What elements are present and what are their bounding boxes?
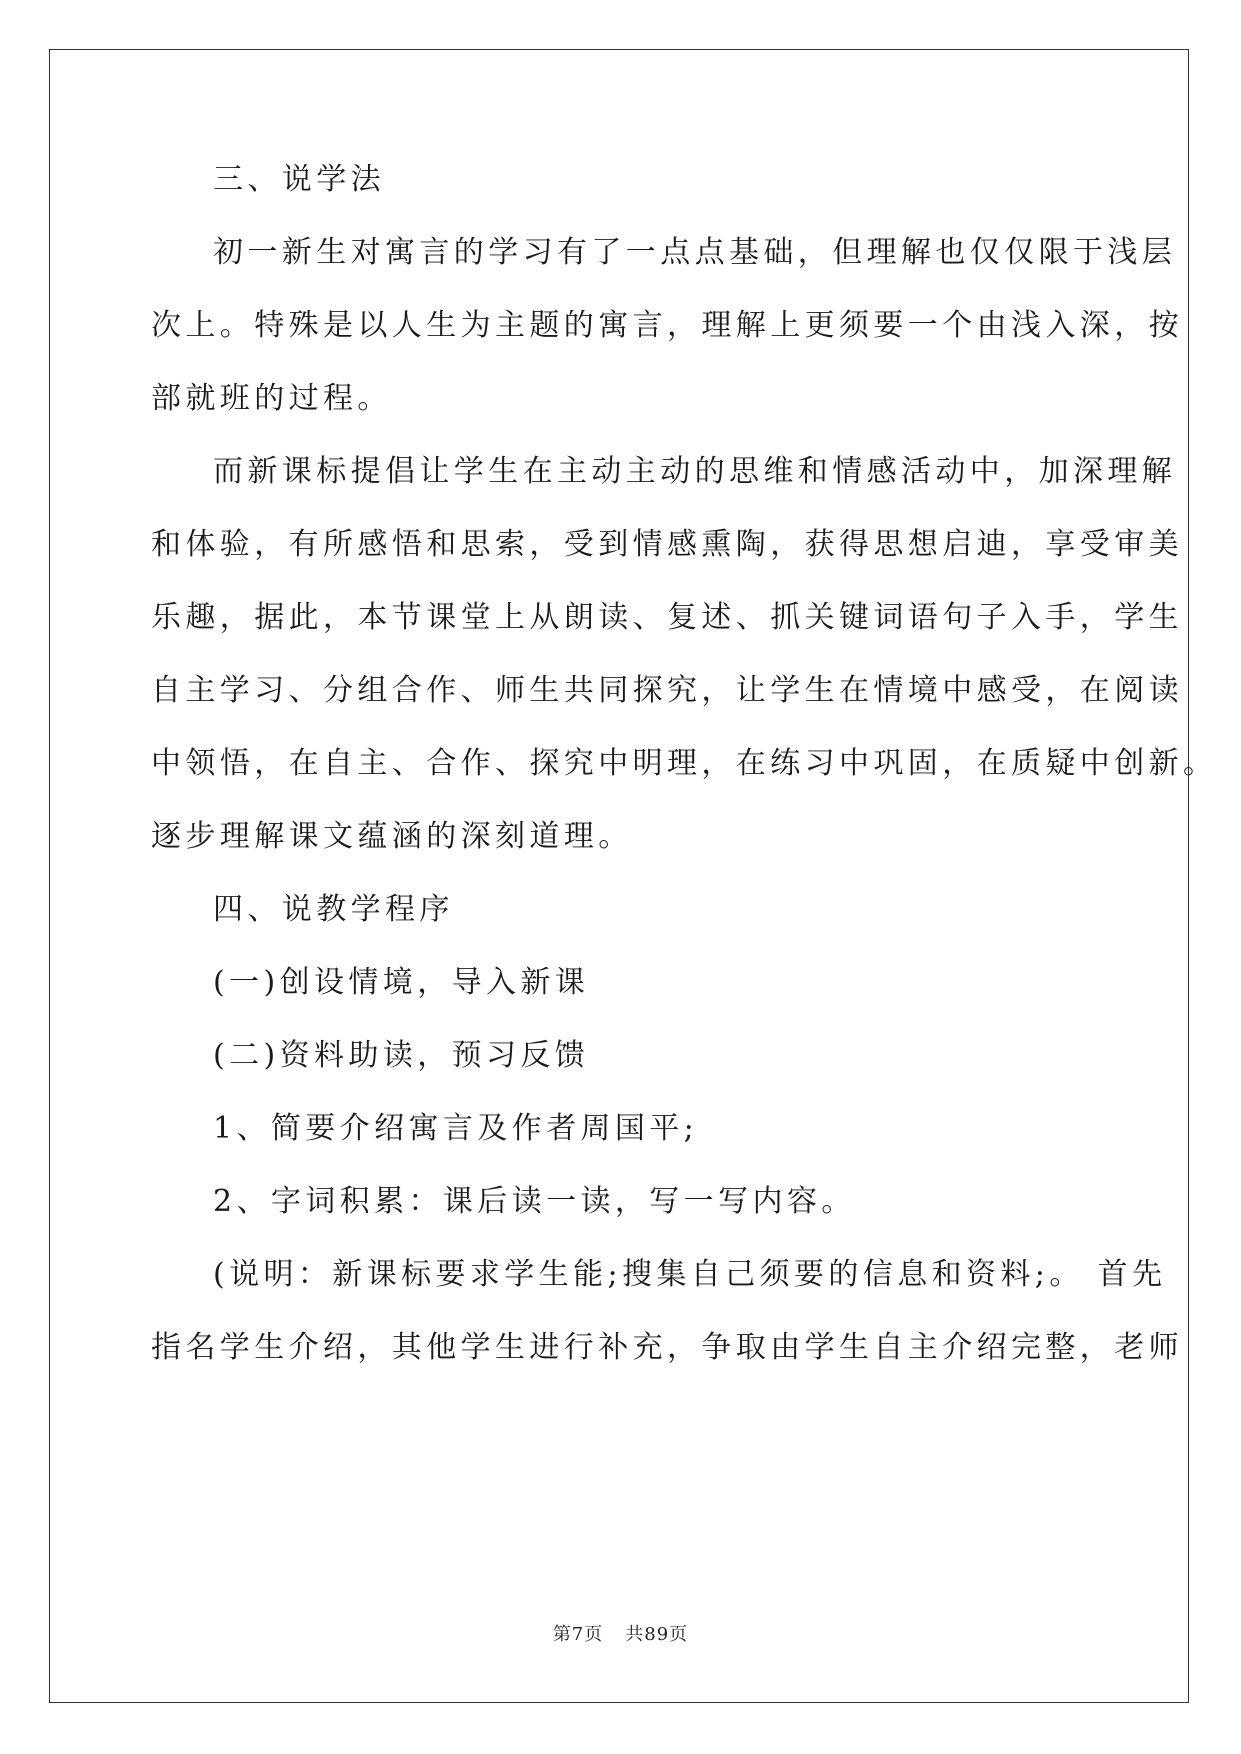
paragraph-line: 中领悟，在自主、合作、探究中明理，在练习中巩固，在质疑中创新。	[151, 746, 1218, 781]
section-heading: 四、说教学程序	[213, 892, 454, 927]
page-border	[49, 49, 1189, 1703]
paragraph-line: 而新课标提倡让学生在主动主动的思维和情感活动中，加深理解	[213, 454, 1177, 489]
section-heading: 三、说学法	[213, 162, 385, 197]
paragraph-line: 初一新生对寓言的学习有了一点点基础，但理解也仅仅限于浅层	[213, 235, 1177, 270]
paragraph-line: 和体验，有所感悟和思索，受到情感熏陶，获得思想启迪，享受审美	[151, 527, 1183, 562]
page-number: 第7页	[552, 1624, 604, 1645]
paragraph-line: 自主学习、分组合作、师生共同探究，让学生在情境中感受，在阅读	[151, 673, 1183, 708]
list-item: 2、字词积累：课后读一读，写一写内容。	[213, 1184, 856, 1219]
paragraph-line: (说明：新课标要求学生能;搜集自己须要的信息和资料;。 首先	[213, 1257, 1167, 1292]
list-item: 1、简要介绍寓言及作者周国平;	[213, 1111, 699, 1146]
page-total: 共89页	[625, 1624, 689, 1645]
paragraph-line: 乐趣，据此，本节课堂上从朗读、复述、抓关键词语句子入手，学生	[151, 600, 1183, 635]
paragraph-line: 指名学生介绍，其他学生进行补充，争取由学生自主介绍完整，老师	[151, 1330, 1183, 1365]
paragraph-line: 逐步理解课文蕴涵的深刻道理。	[151, 819, 633, 854]
paragraph-line: 部就班的过程。	[151, 381, 392, 416]
subsection-heading: (二)资料助读，预习反馈	[213, 1038, 590, 1073]
page-footer	[0, 1620, 1241, 1646]
paragraph-line: 次上。特殊是以人生为主题的寓言，理解上更须要一个由浅入深，按	[151, 308, 1183, 343]
subsection-heading: (一)创设情境，导入新课	[213, 965, 590, 1000]
